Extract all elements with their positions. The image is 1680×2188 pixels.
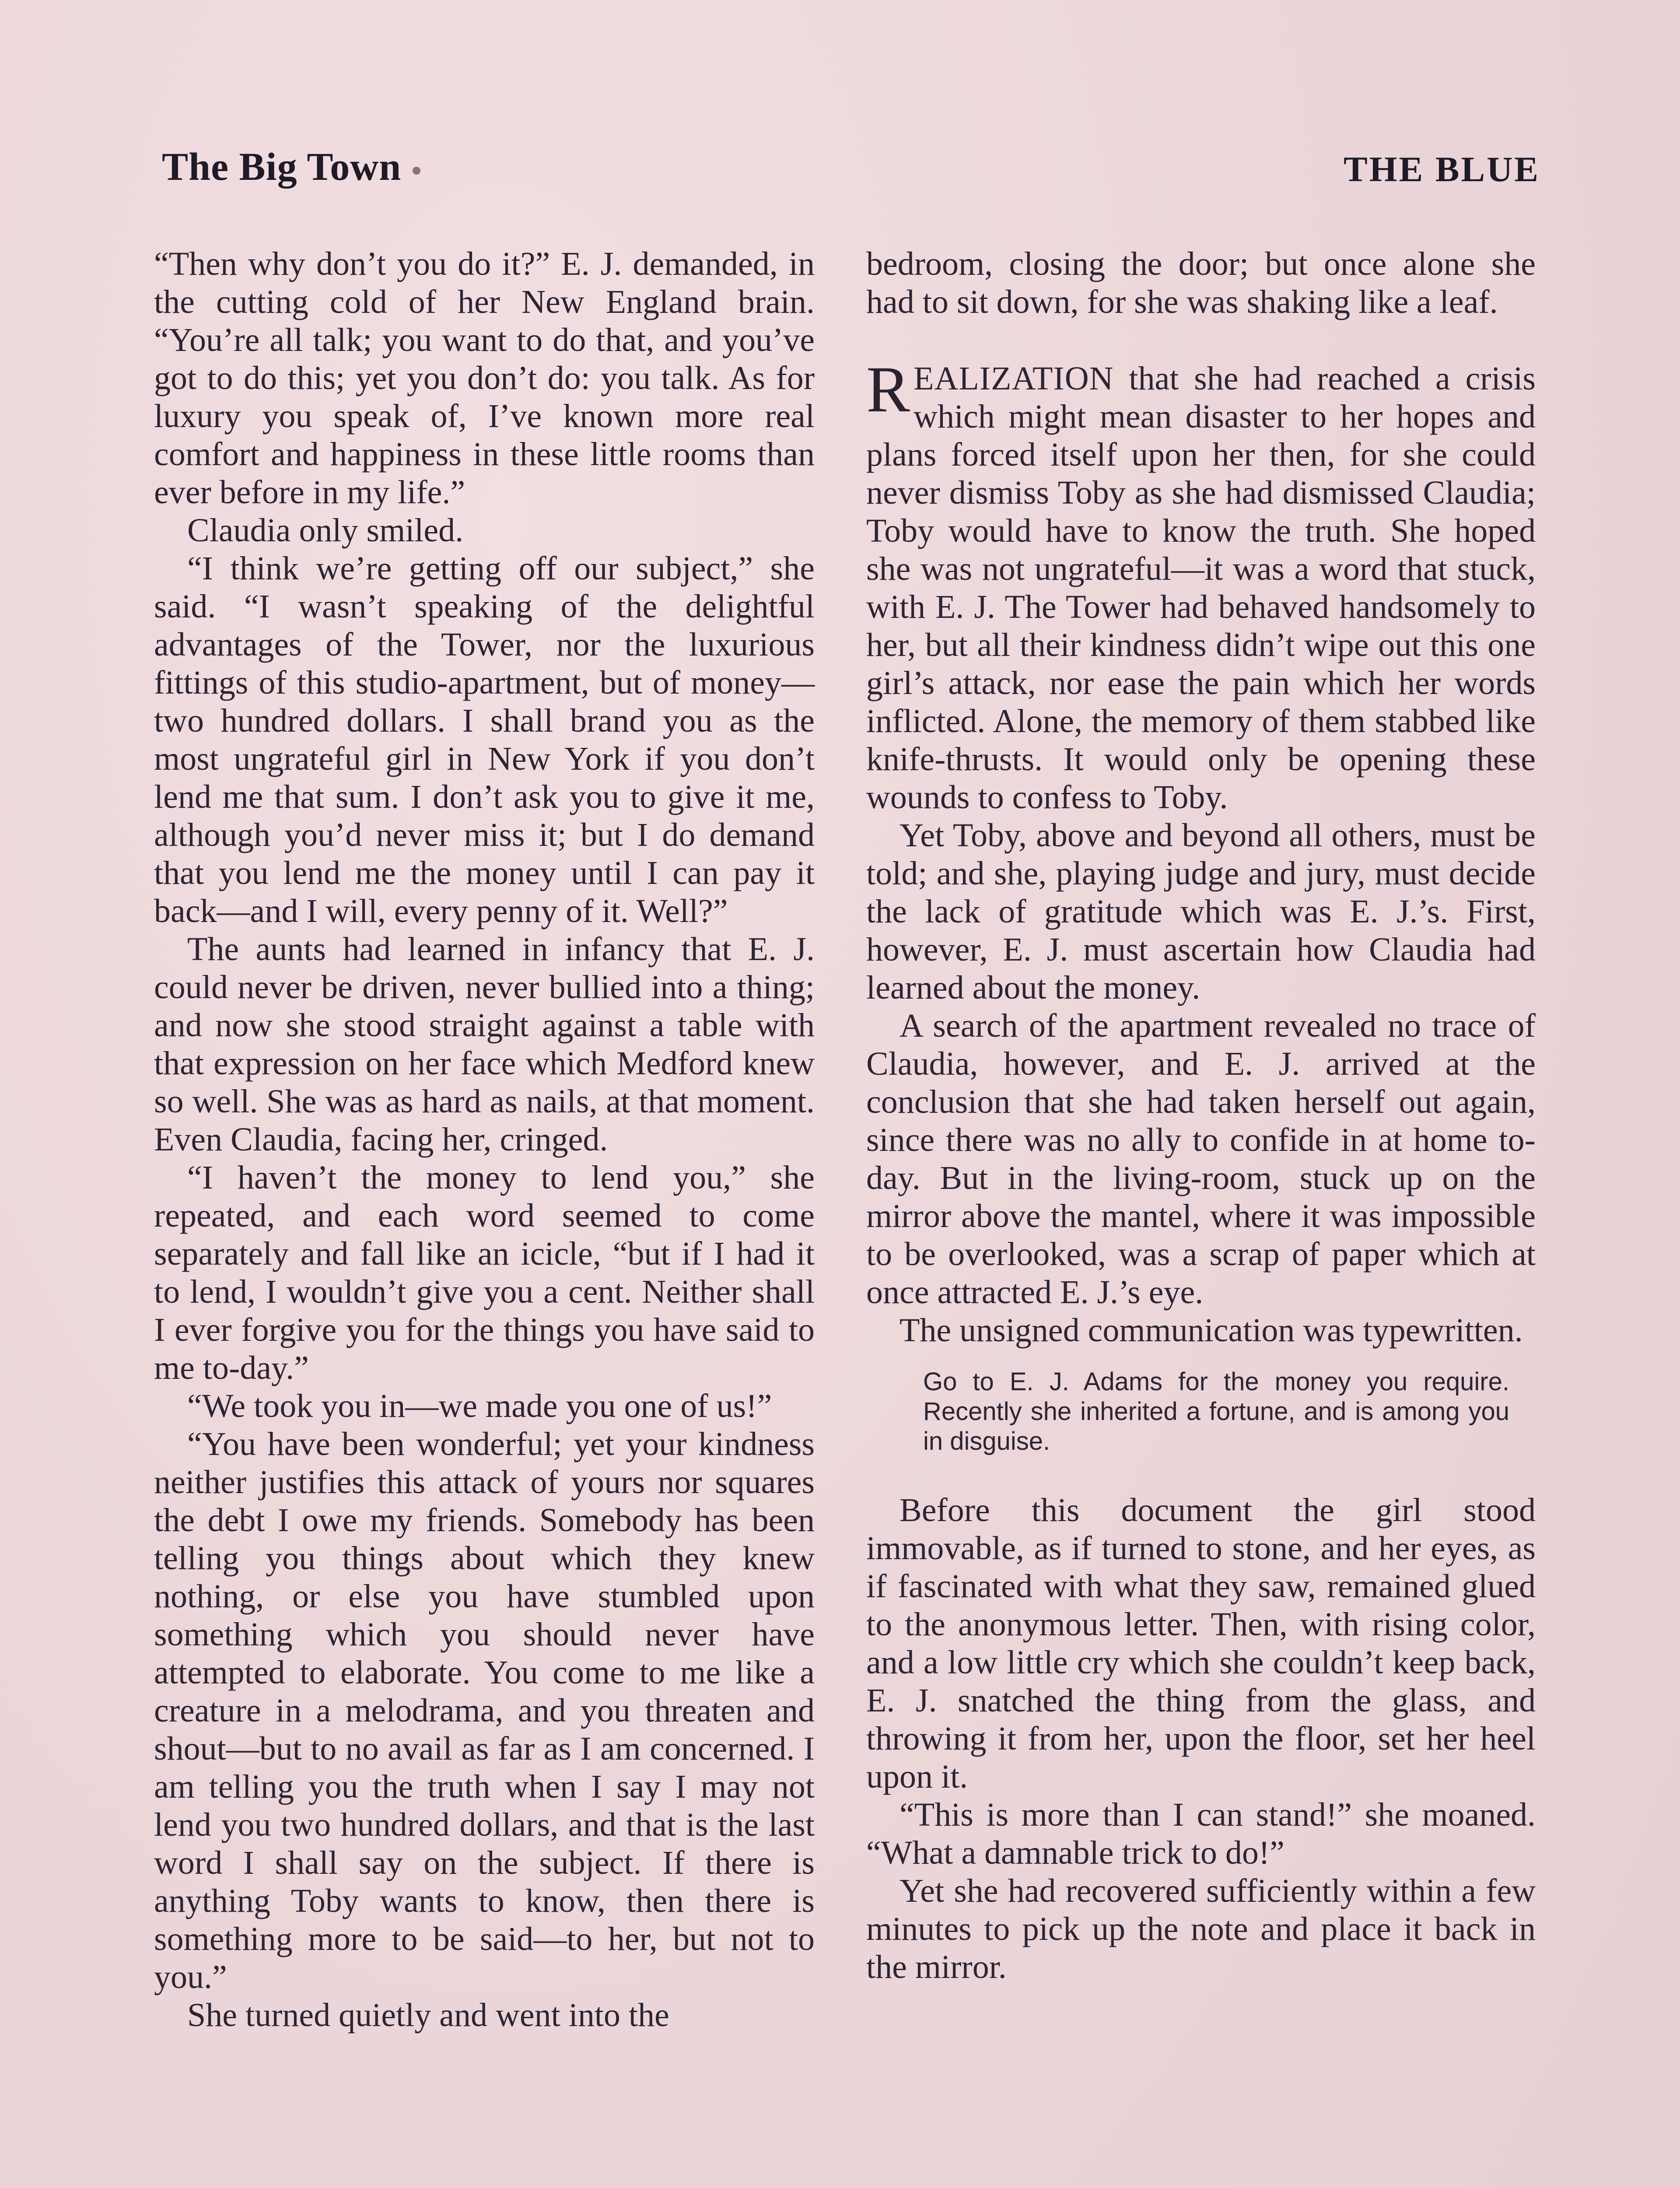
paragraph: The aunts had learned in infancy that E. J. could never be driven, never bullied into a thing; and now she stood straight against a table with that expression on her face which Medford knew so well. She was as hard as nails, at that moment. Even Claudia, facing her, cringed. — [154, 931, 815, 1158]
paragraph: “This is more than I can stand!” she moaned. “What a damnable trick to do!” — [866, 1796, 1536, 1871]
running-head-title-text: The Big Town — [162, 145, 402, 189]
paragraph: “I haven’t the money to lend you,” she repeated, and each word seemed to come separately and fall like an icicle, “but if I had it to lend, I wouldn’t give you a cent. Neither shall I ever forgive you for the things you have said to me to-day.” — [154, 1159, 815, 1386]
section-text: that she had reached a crisis which might mean disaster to her hopes and plans forced itself upon her then, for she could never dismiss Toby as she had dismissed Claudia; Toby would have to know the truth. She hoped she was not ungrateful—it was a word that stuck, with E. J. The Tower had behaved handsomely to her, but all their kindness didn’t wipe out this one girl’s attack, nor ease the pain which her words inflicted. Alone, the memory of them stabbed like knife-thrusts. It would only be opening these wounds to confess to Toby. — [866, 360, 1536, 816]
bullet-ornament-icon — [413, 167, 420, 175]
paragraph: “You have been wonderful; yet your kindness neither justifies this attack of yours nor squares the debt I owe my friends. Somebody has been telling you things about which they knew nothing, or else you have stumbled upon something which you should never have attempted to elaborate. You come to me like a creature in a melodrama, and you threaten and shout—but to no avail as far as I am concerned. I am telling you the truth when I say I may not lend you two hundred dollars, and that is the last word I shall say on the subject. If there is anything Toby wants to know, then there is something more to be said—to her, but not to you.” — [154, 1426, 815, 1995]
running-head-magazine: THE BLUE — [1344, 149, 1540, 189]
paragraph: “I think we’re getting off our subject,” she said. “I wasn’t speaking of the delightful advantages of the Tower, nor the luxurious fittings of this studio-apartment, but of money—two hundred dollars. I shall brand you as the most ungrateful girl in New York if you don’t lend me that sum. I don’t ask you to give it me, although you’d never miss it; but I do demand that you lend me the money until I can pay it back—and I will, every penny of it. Well?” — [154, 550, 815, 929]
paragraph: Claudia only smiled. — [187, 512, 464, 549]
paragraph: A search of the apartment revealed no trace of Claudia, however, and E. J. arrived at the conclusion that she had taken herself out again, since there was no ally to confide in at home to-day. But in the living-room, stuck up on the mirror above the mantel, where it was impossible to be overlooked, was a scrap of paper which at once attracted E. J.’s eye. — [866, 1007, 1536, 1311]
typewritten-note: Go to E. J. Adams for the money you require. Recently she inherited a fortune, and is among you in disguise. — [923, 1368, 1509, 1455]
paragraph: “Then why don’t you do it?” E. J. demanded, in the cutting cold of her New England brain. “You’re all talk; you want to do that, and you’ve got to do this; yet you don’t do: you talk. As for luxury you speak of, I’ve known more real comfort and happiness in these little rooms than ever before in my life.” — [154, 245, 815, 511]
right-column — [866, 245, 1536, 1986]
paragraph: Yet Toby, above and beyond all others, must be told; and she, playing judge and jury, must decide the lack of gratitude which was E. J.’s. First, however, E. J. must ascertain how Claudia had learned about the money. — [866, 817, 1536, 1006]
paragraph-continuation: bedroom, closing the door; but once alone she had to sit down, for she was shaking like a leaf. — [866, 245, 1536, 320]
paragraph: She turned quietly and went into the — [187, 1997, 669, 2034]
section-opening-paragraph — [866, 353, 1536, 817]
running-head-title — [162, 144, 420, 189]
drop-cap: R — [866, 353, 910, 426]
paragraph: The unsigned communication was typewritten. — [900, 1312, 1523, 1349]
paragraph: Before this document the girl stood immovable, as if turned to stone, and her eyes, as if fascinated with what they saw, remained glued to the anonymous letter. Then, with rising color, and a low little cry which she couldn’t keep back, E. J. snatched the thing from the glass, and throwing it from her, upon the floor, set her heel upon it. — [866, 1492, 1536, 1795]
paragraph: Yet she had recovered sufficiently within a few minutes to pick up the note and place it back in the mirror. — [866, 1872, 1536, 1985]
paragraph: “We took you in—we made you one of us!” — [187, 1388, 772, 1424]
section-lead-word: EALIZATION — [914, 360, 1114, 397]
left-column — [154, 245, 815, 2034]
